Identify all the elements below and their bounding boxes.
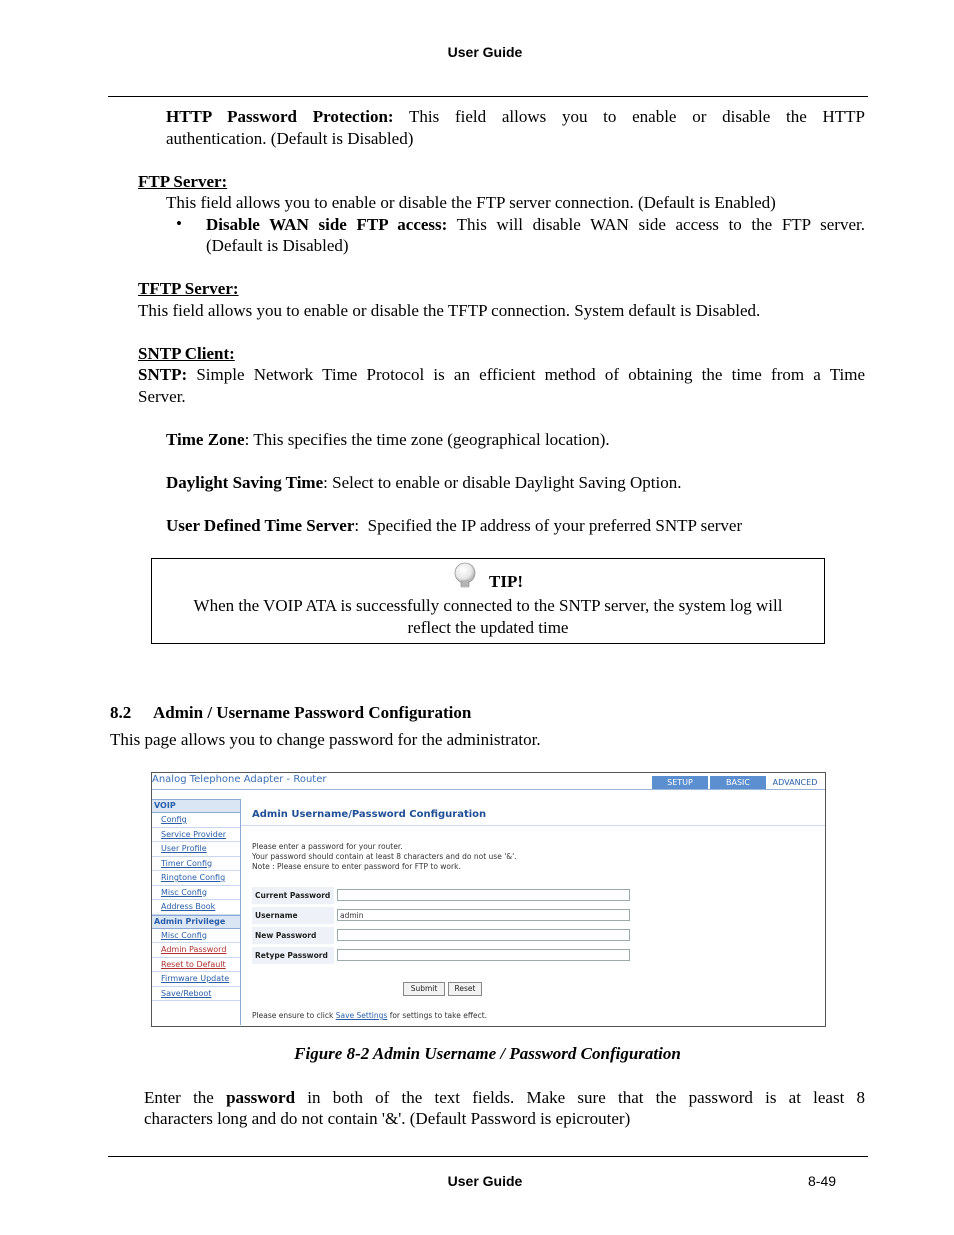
user-time-server-label: User Defined Time Server: [166, 516, 355, 535]
note-line-1: Please enter a password for your router.: [252, 842, 403, 851]
header-rule: [108, 96, 868, 97]
sidebar-item-address-book[interactable]: Address Book: [152, 900, 240, 915]
current-password-row: [252, 887, 632, 904]
sidebar-item-service-provider[interactable]: Service Provider: [152, 828, 240, 843]
config-page-title: Admin Username/Password Configuration: [252, 809, 487, 820]
time-zone-line: [166, 429, 610, 451]
retype-password-input[interactable]: [337, 949, 630, 961]
footer-title: User Guide: [447, 1173, 523, 1189]
sidebar-item-save-reboot[interactable]: Save/Reboot: [152, 987, 240, 1002]
save-settings-footnote: [252, 1011, 487, 1020]
sidebar-item-ringtone-config[interactable]: Ringtone Config: [152, 871, 240, 886]
ftp-bullet-text: This will disable WAN side access to the FTP server.: [456, 215, 865, 234]
user-time-server-text: : Specified the IP address of your preferred SNTP server: [354, 516, 743, 535]
http-pw-text: This field allows you to enable or disable the HTTP: [409, 107, 865, 126]
http-pw-line2: authentication. (Default is Disabled): [166, 129, 414, 148]
section-title: Admin / Username Password Configuration: [153, 703, 472, 722]
tftp-desc: This field allows you to enable or disable the TFTP connection. System default is Disabled.: [138, 301, 761, 320]
tab-basic[interactable]: BASIC: [710, 776, 766, 789]
sntp-label: SNTP:: [138, 365, 188, 384]
sidebar-item-firmware-update[interactable]: Firmware Update: [152, 972, 240, 987]
sntp-text: Simple Network Time Protocol is an efficient method of obtaining the time from a Time: [196, 365, 865, 384]
username-input[interactable]: admin: [337, 909, 630, 921]
page-number: 8-49: [808, 1173, 837, 1189]
app-title: Analog Telephone Adapter - Router: [152, 774, 327, 785]
tip-title: TIP!: [489, 572, 523, 591]
tftp-heading: TFTP Server:: [138, 279, 239, 298]
time-zone-text: : This specifies the time zone (geographical location).: [244, 430, 610, 449]
tip-line2: reflect the updated time: [407, 618, 569, 637]
sidebar-item-config[interactable]: Config: [152, 813, 240, 828]
tab-setup[interactable]: SETUP: [652, 776, 708, 789]
new-password-row: [252, 927, 632, 944]
sidebar-item-user-profile[interactable]: User Profile: [152, 842, 240, 857]
sidebar-divider: [240, 799, 241, 1025]
http-pw-label: HTTP Password Protection:: [166, 107, 394, 126]
current-password-label: Current Password: [252, 887, 334, 904]
bullet-icon: •: [176, 214, 182, 233]
header-title: User Guide: [447, 44, 523, 60]
closing-line1: [144, 1087, 865, 1109]
current-password-input[interactable]: [337, 889, 630, 901]
note-line-3: Note : Please ensure to enter password for FTP to work.: [252, 862, 461, 871]
ftp-desc: This field allows you to enable or disable the FTP server connection. (Default is Enabled): [166, 193, 776, 212]
retype-password-label: Retype Password: [252, 947, 334, 964]
top-divider: [152, 789, 825, 790]
closing-rest: in both of the text fields. Make sure that the password is at least 8: [307, 1088, 866, 1107]
dst-text: : Select to enable or disable Daylight Saving Option.: [323, 473, 682, 492]
sidebar-item-admin-misc-config[interactable]: Misc Config: [152, 929, 240, 944]
sidebar-item-timer-config[interactable]: Timer Config: [152, 857, 240, 872]
section-intro: This page allows you to change password for the administrator.: [110, 730, 541, 749]
new-password-input[interactable]: [337, 929, 630, 941]
sidebar-group-admin-privilege: Admin Privilege: [152, 915, 240, 929]
title-divider: [241, 825, 825, 826]
closing-word-enter: Enter: [144, 1088, 181, 1107]
ftp-bullet-line2: (Default is Disabled): [206, 236, 349, 255]
footnote-post: for settings to take effect.: [389, 1011, 488, 1020]
closing-word-the: the: [193, 1088, 214, 1107]
footer-rule: [108, 1156, 868, 1157]
dst-label: Daylight Saving Time: [166, 473, 324, 492]
submit-button[interactable]: Submit: [403, 982, 445, 996]
sidebar-item-misc-config[interactable]: Misc Config: [152, 886, 240, 901]
http-pw-line1: [166, 106, 865, 128]
save-settings-link[interactable]: Save Settings: [335, 1011, 388, 1020]
note-line-2: Your password should contain at least 8 characters and do not use '&'.: [252, 852, 517, 861]
ftp-bullet-label: Disable WAN side FTP access:: [206, 215, 448, 234]
admin-config-screenshot: [151, 772, 826, 1027]
sidebar: [152, 799, 240, 1001]
sidebar-item-admin-password[interactable]: Admin Password: [152, 943, 240, 958]
new-password-label: New Password: [252, 927, 334, 944]
ftp-heading: FTP Server:: [138, 172, 228, 191]
username-row: [252, 907, 632, 924]
sntp-heading: SNTP Client:: [138, 344, 235, 363]
reset-button[interactable]: Reset: [448, 982, 482, 996]
ftp-bullet-line1: [206, 214, 865, 236]
figure-caption: Figure 8-2 Admin Username / Password Configuration: [294, 1044, 681, 1063]
sidebar-group-voip: VOIP: [152, 799, 240, 813]
closing-line2: characters long and do not contain '&'. (Default Password is epicrouter): [144, 1109, 631, 1128]
time-zone-label: Time Zone: [166, 430, 245, 449]
sntp-line1: [138, 364, 865, 386]
dst-line: [166, 472, 682, 494]
user-time-server-line: [166, 515, 742, 537]
sntp-line2: Server.: [138, 387, 186, 406]
section-number: 8.2: [110, 703, 132, 722]
closing-password-bold: password: [226, 1088, 296, 1107]
tip-line1: When the VOIP ATA is successfully connected to the SNTP server, the system log will: [193, 596, 783, 615]
tip-box: [151, 558, 825, 644]
sidebar-item-reset-to-default[interactable]: Reset to Default: [152, 958, 240, 973]
footnote-pre: Please ensure to click: [252, 1011, 334, 1020]
tab-advanced[interactable]: ADVANCED: [767, 776, 823, 789]
username-label: Username: [252, 907, 334, 924]
retype-password-row: [252, 947, 632, 964]
